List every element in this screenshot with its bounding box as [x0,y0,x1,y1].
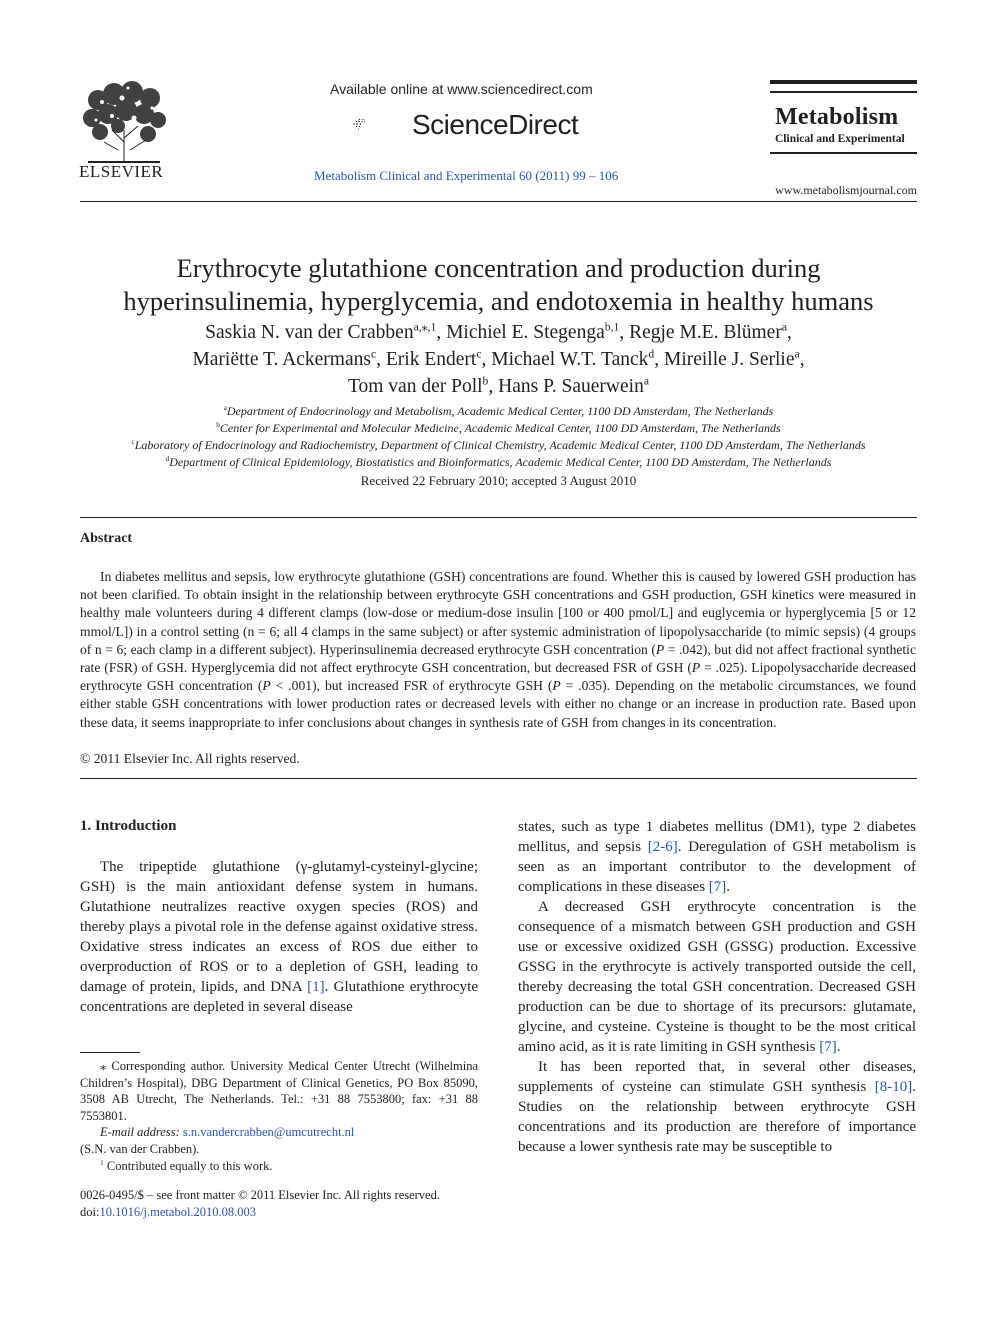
body-text: . [836,1039,841,1055]
abstract-bottom-divider [80,778,917,779]
abstract-heading: Abstract [80,531,133,546]
publisher-logo-label: ELSEVIER [79,162,164,181]
abstract-body [80,568,916,732]
citation-link[interactable]: [2-6] [647,839,678,855]
author-sep: , [481,349,492,370]
author-line-2 [80,346,917,373]
footnote-text: Contributed equally to this work. [106,1158,273,1173]
issn-line: 0026-0495/$ – see front matter © 2011 Elsevier Inc. All rights reserved. [80,1188,440,1202]
author-sep: , [436,322,447,343]
affiliation-text: Center for Experimental and Molecular Medicine, Academic Medical Center, 1100 DD Amsterdam, The Netherlands [219,421,781,435]
intro-left-column [80,857,478,1017]
p-symbol: P [552,678,561,694]
affiliation-c [60,437,937,454]
affiliation-sup: a [223,404,227,412]
body-text: It has been reported that, in several other diseases, supplements of cysteine can stimulate GSH synthesis [518,1059,916,1095]
abstract-top-divider [80,517,917,518]
p-symbol: P [655,641,665,657]
author-sup: c [370,347,377,361]
author-list [80,319,917,400]
header-divider [80,201,917,202]
sciencedirect-dots-icon [352,100,412,148]
author-sep: , [619,322,630,343]
journal-banner-rule-mid [770,91,917,93]
body-text: . Studies on the relationship between erythrocyte GSH concentrations and its production are therefore of importance because a lower synthesis rate may be susceptible to [518,1079,916,1155]
author-name: Michiel E. Stegenga [446,322,605,343]
body-text: . [726,879,731,895]
author-sup: a [781,320,788,334]
intro-right-column [518,817,916,1157]
author-line-3 [80,373,917,400]
footnote-rule [80,1052,140,1053]
journal-banner-rule-top [770,80,917,84]
p-symbol: P [691,660,701,676]
author-sup: b [482,374,489,388]
author-sup: a,⁎,1 [413,320,437,334]
corresponding-author-note: ⁎ Corresponding author. University Medical Center Utrecht (Wilhelmina Children’s Hospital), DBG Department of Clinical Genetics, PO Box 85090, 3508 AB Utrecht, The Netherlands. Tel.: +31 88 7553800; fax: +31 88 7553801. [80,1059,478,1123]
body-text: . Glutathione erythrocyte concentrations are depleted in several disease [80,979,478,1015]
body-text: . Deregulation of GSH metabolism is seen as an important contributor to the development of complications in these diseases [518,839,916,895]
author-sep: , [376,349,386,370]
citation-link[interactable]: [7] [708,879,727,895]
abstract-text: = .042), but did not affect fractional synthetic rate (FSR) of GSH. Hyperglycemia did not affect erythrocyte GSH concentration, but decreased FSR of GSH ( [80,641,916,676]
citation-link[interactable]: [8-10] [874,1079,913,1095]
abstract-text: = .035). Depending on the metabolic circumstances, we found either stable GSH concentrations with lower production rates or decreased levels with either no change or an increase in production rate. Based upon these data, it seems inappropriate to infer conclusions about changes in synthesis rate of GSH from changes in its concentration. [80,678,916,730]
author-sup: a [794,347,800,361]
article-title-line-1: Erythrocyte glutathione concentration and production during [176,253,821,283]
affiliation-text: Department of Clinical Epidemiology, Biostatistics and Bioinformatics, Academic Medical Center, 1100 DD Amsterdam, The Netherlands [169,455,832,469]
doi-label: doi: [80,1204,100,1219]
author-sup: b,1 [604,320,620,334]
author-name: Erik Endert [385,349,477,370]
footnote-sup: 1 [100,1157,104,1167]
author-name: Mariëtte T. Ackermans [192,349,371,370]
abstract-text: = .025). Lipopolysaccharide decreased erythrocyte GSH concentration ( [80,660,917,694]
author-sup: c [476,347,482,361]
received-dates: Received 22 February 2010; accepted 3 August 2010 [360,473,637,488]
article-title-line-2: hyperinsulinemia, hyperglycemia, and endotoxemia in healthy humans [123,286,874,316]
citation-link[interactable]: [1] [307,979,325,995]
affiliation-sup: b [216,421,220,429]
doi-link[interactable]: 10.1016/j.metabol.2010.08.003 [99,1204,257,1219]
author-name: Saskia N. van der Crabben [205,322,414,343]
email-owner: (S.N. van der Crabben). [80,1141,200,1156]
journal-reference-link[interactable]: Metabolism Clinical and Experimental 60 (2011) 99 – 106 [314,168,619,183]
author-sep: , [799,349,805,370]
email-link[interactable]: s.n.vandercrabben@umcutrecht.nl [182,1125,355,1140]
author-name: Tom van der Poll [347,376,483,397]
affiliation-text: Department of Endocrinology and Metabolism, Academic Medical Center, 1100 DD Amsterdam, The Netherlands [226,404,774,418]
body-text: states, such as type 1 diabetes mellitus (DM1), type 2 diabetes mellitus, and sepsis [518,819,916,855]
author-sep: , [488,376,499,397]
affiliation-b [60,420,937,437]
author-sep: , [787,322,792,343]
section-heading-introduction: 1. Introduction [80,818,177,834]
author-name: Regje M.E. Blümer [629,322,782,343]
journal-subtitle: Clinical and Experimental [775,133,905,145]
author-sep: , [654,349,664,370]
affiliation-d [60,454,937,471]
front-matter [80,1187,440,1220]
article-title [80,252,917,318]
author-line-1 [80,319,917,346]
footnotes [80,1058,478,1174]
citation-link[interactable]: [7] [819,1039,837,1055]
author-name: Michael W.T. Tanck [491,349,649,370]
available-online-text: Available online at www.sciencedirect.com [330,81,593,97]
author-name: Hans P. Sauerwein [498,376,644,397]
abstract-copyright: © 2011 Elsevier Inc. All rights reserved. [80,751,300,766]
journal-url: www.metabolismjournal.com [775,183,917,197]
author-sup: a [643,374,650,388]
p-symbol: P [262,678,271,694]
author-sup: d [648,347,655,361]
author-name: Mireille J. Serlie [663,349,795,370]
body-text: A decreased GSH erythrocyte concentration is the consequence of a mismatch between GSH production and GSH use or excessive oxidized GSH (GSSG) production. Excessive GSSG in the erythrocyte is actively transported outside the cell, thereby decreasing the total GSH concentration. Decreased GSH production can be due to shortage of its precursors: glutamate, glycine, and cysteine. Cysteine is thought to be the most critical amino acid, as it is rate limiting in GSH synthesis [518,899,916,1055]
body-text: The tripeptide glutathione (γ-glutamyl-cysteinyl-glycine; GSH) is the main antioxidant defense system in humans. Glutathione neutralizes reactive oxygen species (ROS) and thereby plays a pivotal role in the defense against oxidative stress. Oxidative stress indicates an excess of ROS due either to overproduction of ROS or to a depletion of GSH, leading to damage of protein, lipids, and DNA [80,859,478,995]
abstract-text: < .001), but increased FSR of erythrocyte GSH ( [270,678,553,694]
affiliation-a [60,403,937,420]
journal-name: Metabolism [775,104,899,130]
affiliation-text: Laboratory of Endocrinology and Radiochemistry, Department of Clinical Chemistry, Academic Medical Center, 1100 DD Amsterdam, The Netherlands [134,438,866,452]
sciencedirect-logo-text: ScienceDirect [412,109,579,140]
affiliation-sup: c [131,438,135,446]
affiliation-sup: d [165,455,170,463]
abstract-text: In diabetes mellitus and sepsis, low erythrocyte glutathione (GSH) concentrations are found. Whether this is caused by lowered GSH production has not been clarified. To obtain insight in the relationship between erythrocyte GSH concentrations and GSH production, GSH kinetics were measured in healthy male volunteers during 4 different clamps (low-dose or medium-dose insulin [100 or 400 pmol/L] and euglycemia or hyperglycemia [5 or 12 mmol/L]) in a control setting (n = 6; all 4 clamps in the same subject) or after systemic administration of lipopolysaccharide (to mimic sepsis) (4 groups of n = 6; each clamp in a different subject). Hyperinsulinemia decreased erythrocyte GSH concentration ( [80,569,916,657]
email-label: E-mail address: [100,1125,180,1140]
journal-banner-rule-bottom [770,152,917,154]
